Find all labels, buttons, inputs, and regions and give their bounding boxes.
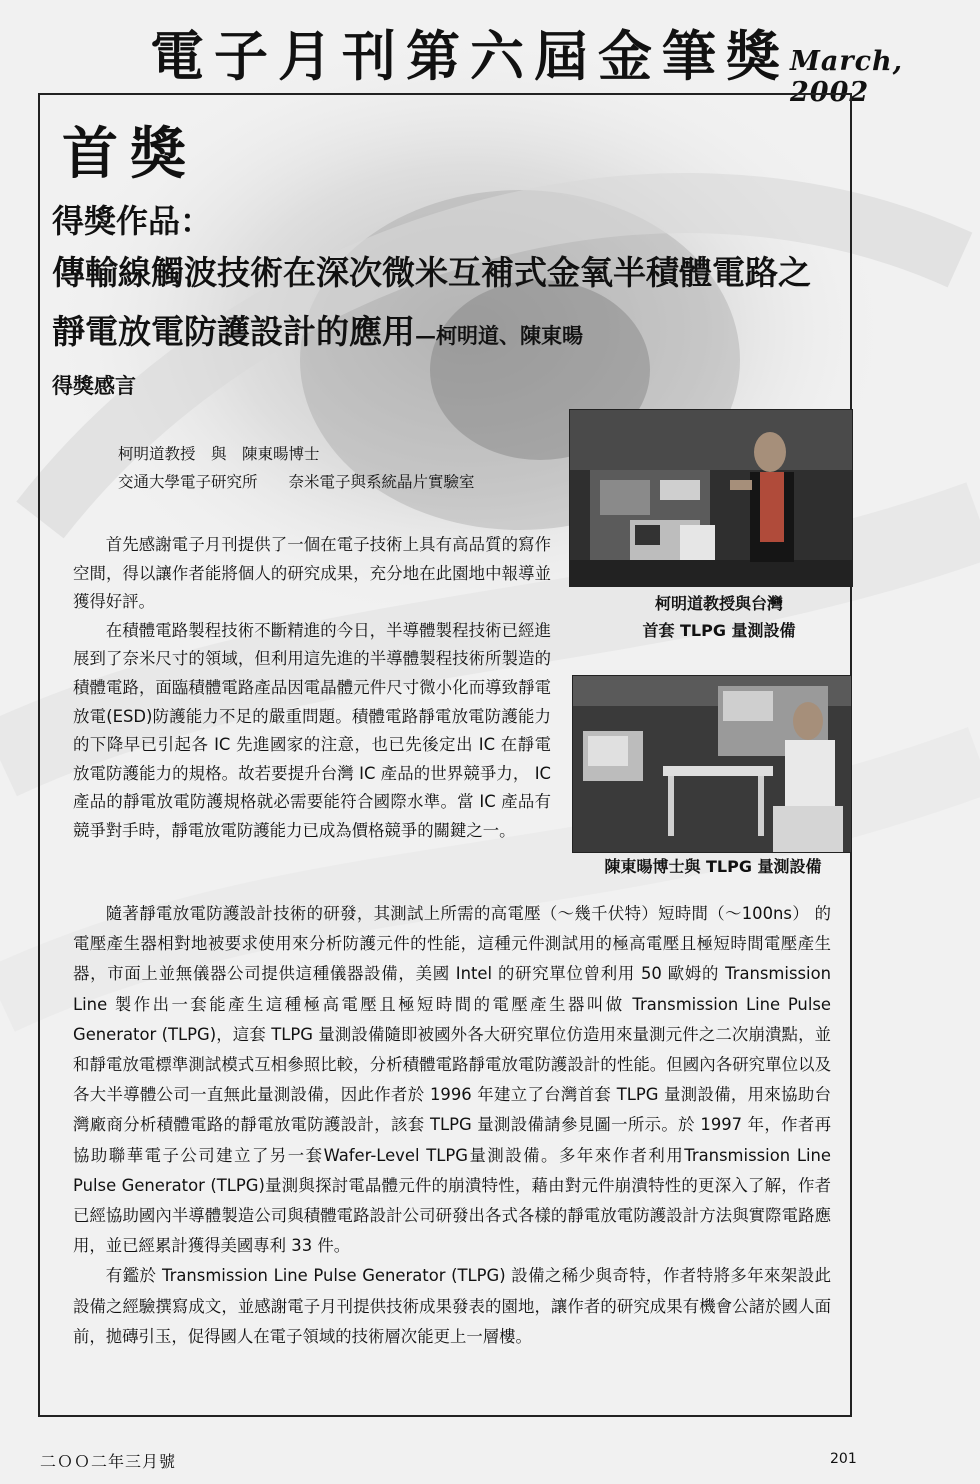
photo-1-image [570,410,852,586]
paragraph-4: 有鑑於 Transmission Line Pulse Generator (TLPG) 設備之稀少與奇特，作者特將多年來架設此設備之經驗撰寫成文，並感謝電子月刊提供技術成果發表的園地，讓作者的研究成果有機會公諸於國人面前，拋磚引玉，促得國人在電子領域的技術層次能更上一層樓。 [73,1266,831,1346]
paragraph-2: 在積體電路製程技術不斷精進的今日，半導體製程技術已經進展到了奈米尺寸的領域，但利用這先進的半導體製程技術所製造的積體電路，面臨積體電路產品因電晶體元件尺寸微小化而導致靜電放電(ESD)防護能力不足的嚴重問題。積體電路靜電放電防護能力的下降早已引起各 IC 先進國家的注意，也已先後定出 IC 在靜電放電防護能力的規格。故若要提升台灣 IC 產品的世界競爭力， IC 產品的靜電放電防護規格就必需要能符合國際水準。當 IC 產品有競爭對手時，靜電放電防護能力已成為價格競爭的關鍵之一。 [73,620,551,840]
remarks-label: 得獎感言 [52,374,136,398]
page-number: 201 [830,1451,857,1467]
photo-ker-tlpg-setup [569,409,853,587]
work-label: 得獎作品： [52,202,213,240]
authors: —柯明道、陳東暘 [415,323,583,348]
paragraph-1: 首先感謝電子月刊提供了一個在電子技術上具有高品質的寫作空間，得以讓作者能將個人的研究成果，充分地在此園地中報導並獲得好評。 [73,535,551,612]
award-heading: 首獎 [62,121,198,187]
paragraph-3: 隨著靜電放電防護設計技術的研發，其測試上所需的高電壓（～幾千伏特）短時間（～100ns） 的電壓產生器相對地被要求使用來分析防護元件的性能，這種元件測試用的極高電壓且極短時間電壓產生器，市面上並無儀器公司提供這種儀器設備，美國 Intel 的研究單位曾利用 50 歐姆的 Transmission Line 製作出一套能產生這種極高電壓且極短時間的電壓產生器叫做 Transmission Line Pulse Generator (TLPG)，這套 TLPG 量測設備隨即被國外各大研究單位仿造用來量測元件之二次崩潰點，並和靜電放電標準測試模式互相參照比較，分析積體電路靜電放電防護設計的性能。但國內各研究單位以及各大半導體公司一直無此量測設備，因此作者於 1996 年建立了台灣首套 TLPG 量測設備，用來協助台灣廠商分析積體電路的靜電放電防護設計，該套 TLPG 量測設備請參見圖一所示。於 1997 年，作者再協助聯華電子公司建立了另一套Wafer-Level TLPG量測設備。多年來作者利用Transmission Line Pulse Generator (TLPG)量測與探討電晶體元件的崩潰特性，藉由對元件崩潰特性的更深入了解，作者已經協助國內半導體製造公司與積體電路設計公司研發出各式各樣的靜電放電防護設計方法與實際電路應用，並已經累計獲得美國專利 33 件。 [73,904,831,1256]
photo-1-caption [610,590,828,644]
article-title-line2-text: 靜電放電防護設計的應用 [52,312,415,351]
article-title-line1: 傳輸線觸波技術在深次微米互補式金氧半積體電路之 [52,253,811,292]
handwritten-date: March, 2002 [790,46,904,108]
photo-2-image [573,676,851,852]
issue-label: 二ＯＯ二年三月號 [40,1452,177,1471]
byline [118,440,475,496]
photo-1-caption-line1: 柯明道教授與台灣 [654,594,783,613]
photo-chen-tlpg-setup [572,675,852,853]
photo-2-caption: 陳東暘博士與 TLPG 量測設備 [604,857,822,876]
byline-names: 柯明道教授 與 陳東暘博士 [118,445,320,463]
paragraph-column [73,531,551,846]
byline-affiliation: 交通大學電子研究所 奈米電子與系統晶片實驗室 [118,473,475,491]
paragraph-full-width [73,899,831,1352]
article-title-line2 [52,306,583,353]
photo-1-caption-line2: 首套 TLPG 量測設備 [642,621,796,640]
handwritten-title: 電子月刊第六屆金筆獎 [150,24,790,88]
